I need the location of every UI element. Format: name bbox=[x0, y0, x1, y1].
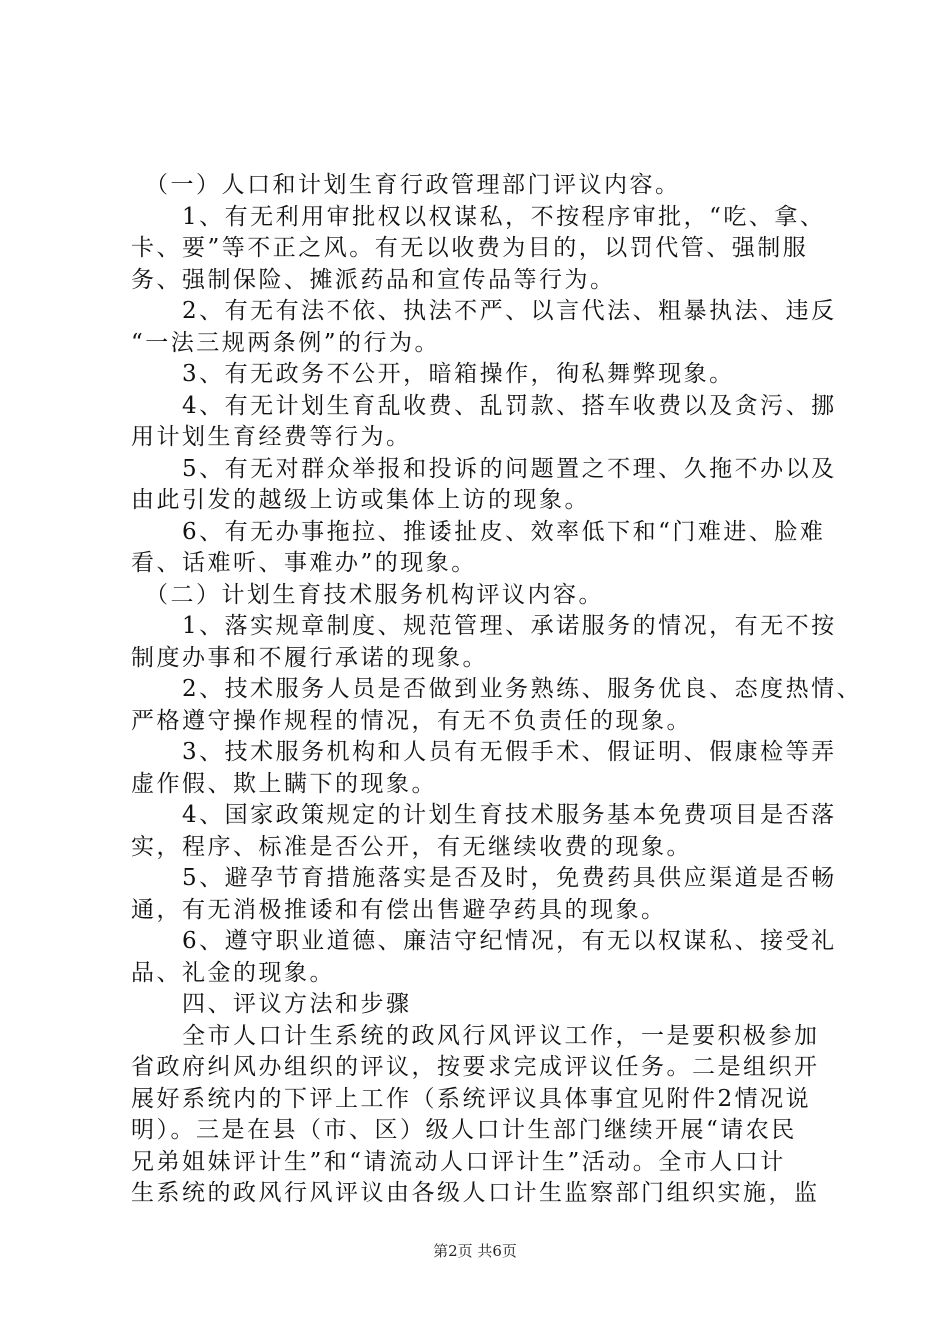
text-line: 制度办事和不履行承诺的现象。 bbox=[131, 644, 488, 671]
text-line: 通，有无消极推诿和有偿出售避孕药具的现象。 bbox=[131, 896, 667, 923]
text-line: 1、有无利用审批权以权谋私，不按程序审批，“吃、拿、 bbox=[131, 203, 826, 230]
text-line: 4、有无计划生育乱收费、乱罚款、搭车收费以及贪污、挪 bbox=[131, 392, 837, 419]
text-line: 3、技术服务机构和人员有无假手术、假证明、假康检等弄 bbox=[131, 739, 837, 765]
text-line: 4、国家政策规定的计划生育技术服务基本免费项目是否落 bbox=[131, 802, 837, 828]
text-line: 严格遵守操作规程的情况，有无不负责任的现象。 bbox=[131, 707, 692, 734]
text-line: 看、话难听、事难办”的现象。 bbox=[131, 550, 477, 576]
text-line: 2、有无有法不依、执法不严、以言代法、粗暴执法、违反 bbox=[131, 298, 837, 324]
text-line: 5、避孕节育措施落实是否及时，免费药具供应渠道是否畅 bbox=[131, 865, 837, 891]
text-line: 务、强制保险、摊派药品和宣传品等行为。 bbox=[131, 266, 616, 293]
text-line: 全市人口计生系统的政风行风评议工作，一是要积极参加 bbox=[131, 1022, 820, 1049]
text-line: （二）计划生育技术服务机构评议内容。 bbox=[131, 581, 604, 608]
text-line: 生系统的政风行风评议由各级人口计生监察部门组织实施，监 bbox=[131, 1180, 820, 1206]
text-line: 2、技术服务人员是否做到业务熟练、服务优良、态度热情、 bbox=[131, 676, 863, 702]
text-line: 展好系统内的下评上工作（系统评议具体事宜见附件2情况说 bbox=[131, 1085, 812, 1112]
text-line: 6、有无办事拖拉、推诿扯皮、效率低下和“门难进、脸难 bbox=[131, 518, 826, 545]
text-line: 省政府纠风办组织的评议，按要求完成评议任务。二是组织开 bbox=[131, 1054, 820, 1080]
text-line: 6、遵守职业道德、廉洁守纪情况，有无以权谋私、接受礼 bbox=[131, 928, 837, 954]
text-line: 品、礼金的现象。 bbox=[131, 959, 335, 986]
text-line: 卡、要”等不正之风。有无以收费为目的，以罚代管、强制服 bbox=[131, 235, 809, 261]
page-number-footer: 第2页 共6页 bbox=[433, 1242, 517, 1260]
text-line: 明）。三是在县（市、区）级人口计生部门继续开展“请农民 bbox=[131, 1117, 797, 1143]
text-line: 由此引发的越级上访或集体上访的现象。 bbox=[131, 487, 590, 513]
text-line: 用计划生育经费等行为。 bbox=[131, 424, 412, 450]
text-line: （一）人口和计划生育行政管理部门评议内容。 bbox=[131, 172, 681, 198]
text-line: 兄弟姐妹评计生”和“请流动人口评计生”活动。全市人口计 bbox=[131, 1148, 786, 1175]
text-line: 四、评议方法和步骤 bbox=[131, 991, 412, 1017]
document-body bbox=[131, 170, 863, 1210]
text-line: 1、落实规章制度、规范管理、承诺服务的情况，有无不按 bbox=[131, 613, 837, 639]
text-line: 3、有无政务不公开，暗箱操作，徇私舞弊现象。 bbox=[131, 361, 735, 387]
text-line: 虚作假、欺上瞒下的现象。 bbox=[131, 770, 437, 797]
text-line: 实，程序、标准是否公开，有无继续收费的现象。 bbox=[131, 833, 692, 860]
text-line: 5、有无对群众举报和投诉的问题置之不理、久拖不办以及 bbox=[131, 455, 837, 482]
text-line: “一法三规两条例”的行为。 bbox=[131, 329, 441, 356]
